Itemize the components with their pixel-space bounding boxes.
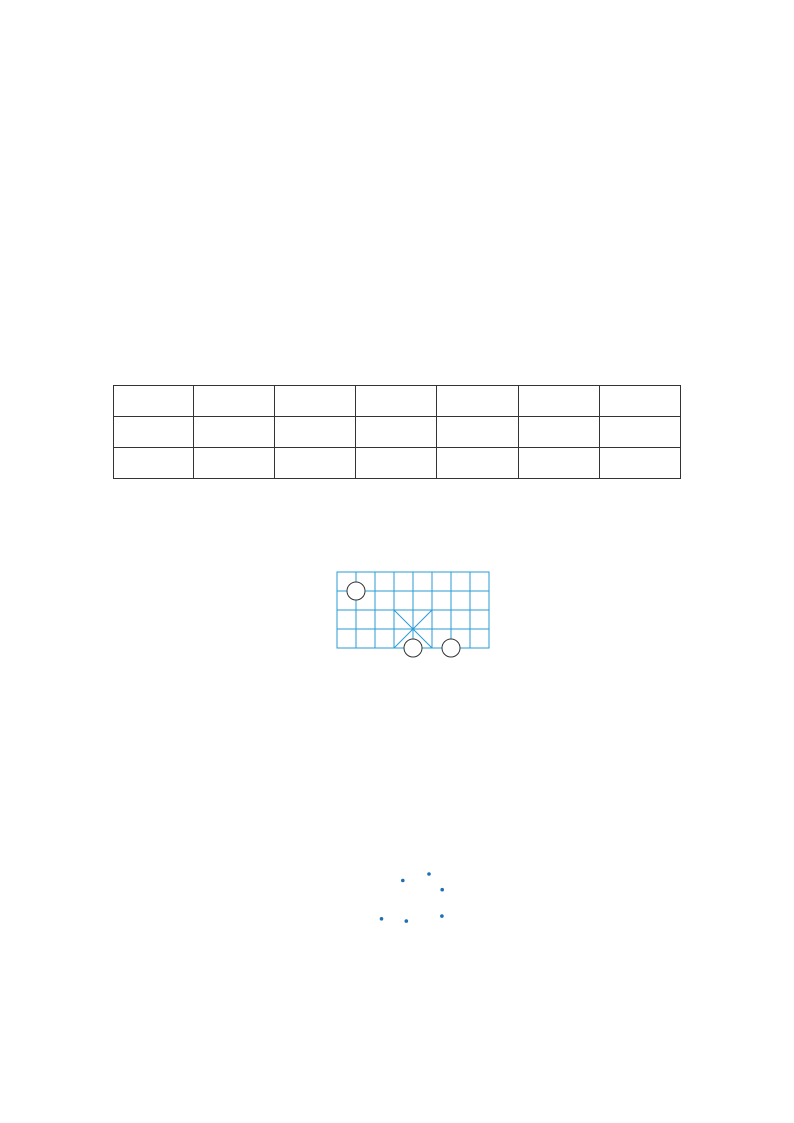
target-d-dot [380, 917, 384, 921]
piece-pao [347, 582, 365, 600]
target-a-dot [440, 888, 444, 892]
table-cell [194, 386, 275, 417]
table-cell [599, 448, 680, 479]
table-cell [114, 386, 194, 417]
table-cell [518, 417, 599, 448]
target-c-dot [401, 879, 405, 883]
piece-xiang [442, 639, 460, 657]
table-cell [518, 448, 599, 479]
table-cell [275, 417, 356, 448]
table-cell [356, 448, 437, 479]
table-cell [437, 417, 518, 448]
spreadsheet-table [113, 385, 681, 479]
table-row [114, 448, 681, 479]
table-row [114, 386, 681, 417]
table-cell [356, 386, 437, 417]
table-cell [114, 448, 194, 479]
table-cell [275, 386, 356, 417]
target-e-dot [405, 919, 409, 923]
piece-jiang [404, 639, 422, 657]
table-row [114, 417, 681, 448]
table-cell [114, 417, 194, 448]
target-f-dot [440, 914, 444, 918]
chessboard-figure [335, 570, 495, 662]
table-cell [275, 448, 356, 479]
table-cell [437, 386, 518, 417]
table-cell [437, 448, 518, 479]
table-cell [194, 448, 275, 479]
table-cell [356, 417, 437, 448]
table-cell [599, 386, 680, 417]
target-b-dot [427, 872, 431, 876]
radar-figure [320, 810, 510, 992]
table-cell [518, 386, 599, 417]
radar-targets [380, 872, 444, 923]
table-cell [599, 417, 680, 448]
table-cell [194, 417, 275, 448]
